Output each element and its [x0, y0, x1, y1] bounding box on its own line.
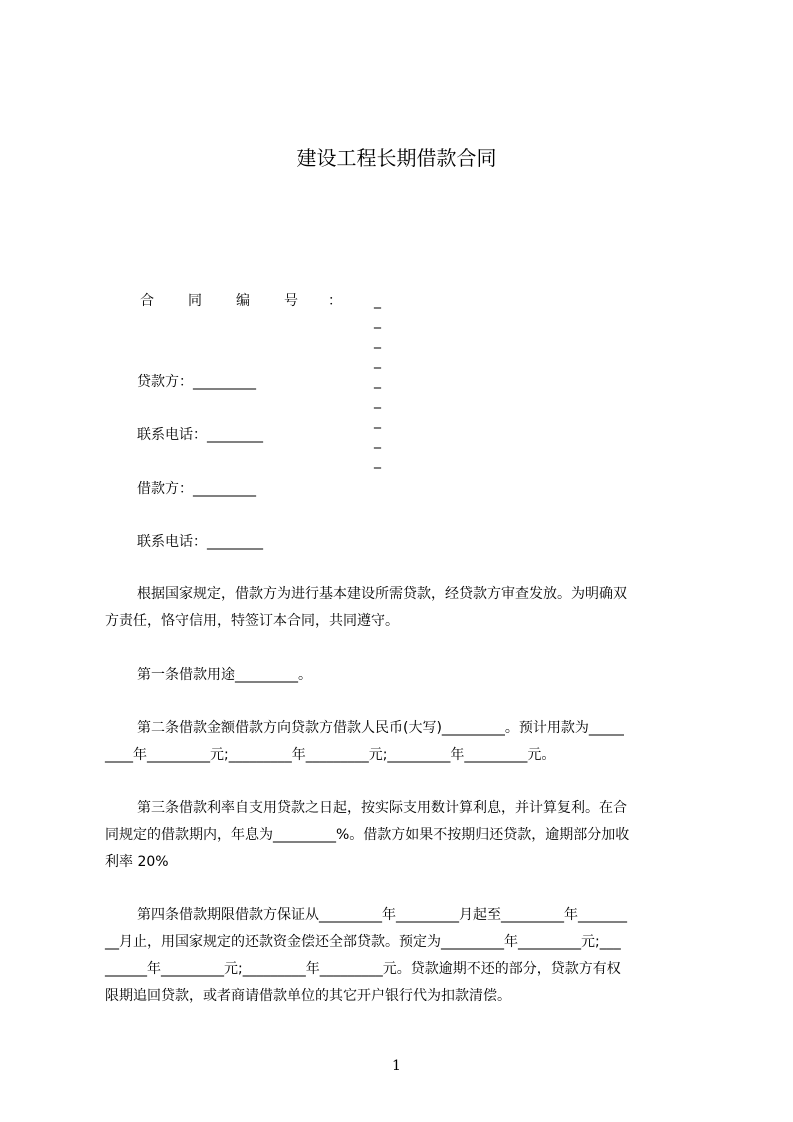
- article-4-line: 第四条借款期限借款方保证从_________年_________月起至_________年_______: [137, 907, 627, 923]
- page-number: 1: [392, 1058, 401, 1074]
- article-3-line: 第三条借款利率自支用贷款之日起，按实际支用数计算利息，并计算复利。在合: [137, 800, 627, 816]
- article-1: 第一条借款用途_________。: [137, 667, 312, 683]
- contract-number-char: 号: [284, 293, 298, 309]
- lender-field: 贷款方：_________: [137, 374, 256, 390]
- contract-number-char: ：: [328, 293, 342, 309]
- borrower-phone-field: 联系电话：________: [137, 534, 263, 550]
- article-4-line: ______年_________元;_________年_________元。贷款逾期不还的部分，贷款方有权: [105, 961, 621, 977]
- article-4-line: __月止，用国家规定的还款资金偿还全部贷款。预定为_________年_________元;___: [105, 934, 621, 950]
- article-3-line: 利率 20%: [105, 854, 169, 870]
- contract-number-char: 同: [188, 293, 202, 309]
- contract-number-char: 合: [140, 293, 154, 309]
- article-2-line: 第二条借款金额借款方向贷款方借款人民币(大写)_________。预计用款为_____: [137, 720, 624, 736]
- contract-number-blank: _ _ _ _ _ _ _ _ _: [374, 293, 402, 469]
- contract-number-char: 编: [236, 293, 250, 309]
- article-4-line: 限期追回贷款，或者商请借款单位的其它开户银行代为扣款清偿。: [105, 988, 511, 1004]
- preamble-line: 方责任，恪守信用，特签订本合同，共同遵守。: [105, 613, 399, 629]
- lender-phone-field: 联系电话：________: [137, 427, 263, 443]
- page-title: 建设工程长期借款合同: [296, 146, 497, 170]
- preamble-line: 根据国家规定，借款方为进行基本建设所需贷款，经贷款方审查发放。为明确双: [137, 586, 627, 602]
- article-3-line: 同规定的借款期内，年息为_________%。借款方如果不按期归还贷款，逾期部分加收: [105, 827, 630, 843]
- article-2-line: ____年_________元;_________年_________元;_________年_________元。: [105, 747, 556, 763]
- borrower-field: 借款方：_________: [137, 481, 256, 497]
